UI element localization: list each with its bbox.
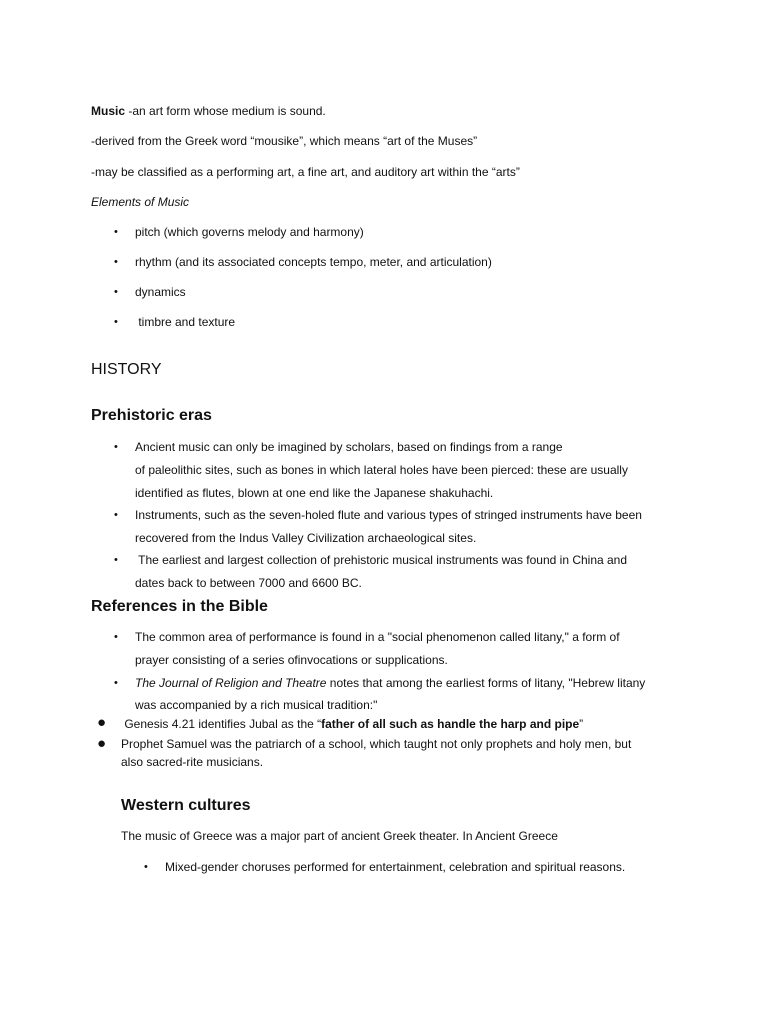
- bullet-icon: •: [144, 861, 148, 873]
- prehistoric-item-2-line-2: recovered from the Indus Valley Civilization archaeological sites.: [135, 531, 477, 545]
- music-definition-text: -an art form whose medium is sound.: [125, 104, 326, 118]
- bullet-icon: •: [114, 677, 118, 689]
- bullet-icon: •: [114, 226, 118, 238]
- prehistoric-item-3-line-2: dates back to between 7000 and 6600 BC.: [135, 576, 362, 590]
- samuel-line-2: also sacred-rite musicians.: [121, 755, 264, 769]
- western-heading: Western cultures: [121, 797, 251, 814]
- western-intro: The music of Greece was a major part of ancient Greek theater. In Ancient Greece: [121, 829, 558, 843]
- bullet-icon: ●: [97, 735, 107, 752]
- genesis-suffix: ”: [579, 717, 584, 731]
- bible-item-2-line-1: [135, 675, 645, 691]
- prehistoric-heading: Prehistoric eras: [91, 407, 212, 424]
- elements-title-text: Elements of Music: [91, 195, 190, 209]
- bible-item-1-line-1: The common area of performance is found in a "social phenomenon called litany," a form of: [135, 630, 620, 644]
- history-heading: HISTORY: [91, 361, 162, 378]
- elements-title: [91, 194, 189, 210]
- genesis-bold: father of all such as handle the harp and pipe: [321, 717, 580, 731]
- prehistoric-item-1-line-2: of paleolithic sites, such as bones in which lateral holes have been pierced: these are usually: [135, 463, 628, 477]
- genesis-line: [121, 716, 583, 732]
- prehistoric-item-1-line-3: identified as flutes, blown at one end like the Japanese shakuhachi.: [135, 486, 494, 500]
- bullet-icon: •: [114, 256, 118, 268]
- bible-item-1-line-2: prayer consisting of a series ofinvocations or supplications.: [135, 653, 448, 667]
- bible-item-2-line-2: was accompanied by a rich musical tradition:": [135, 698, 378, 712]
- prehistoric-item-1-line-1: Ancient music can only be imagined by scholars, based on findings from a range: [135, 440, 563, 454]
- bullet-icon: •: [114, 316, 118, 328]
- western-item-1: Mixed-gender choruses performed for entertainment, celebration and spiritual reasons.: [165, 860, 626, 874]
- bullet-icon: •: [114, 441, 118, 453]
- derived-line: -derived from the Greek word “mousike”, which means “art of the Muses”: [91, 134, 478, 148]
- music-definition: [91, 103, 326, 119]
- bullet-icon: •: [114, 509, 118, 521]
- bullet-icon: ●: [97, 714, 107, 731]
- journal-title: The Journal of Religion and Theatre: [135, 676, 327, 690]
- element-item-timbre: timbre and texture: [135, 315, 236, 329]
- bullet-icon: •: [114, 286, 118, 298]
- prehistoric-item-2-line-1: Instruments, such as the seven-holed flute and various types of stringed instruments have been: [135, 508, 642, 522]
- genesis-prefix: Genesis 4.21 identifies Jubal as the “: [121, 717, 322, 731]
- element-item-pitch: pitch (which governs melody and harmony): [135, 225, 364, 239]
- bible-item-2-rest: notes that among the earliest forms of litany, "Hebrew litany: [326, 676, 646, 690]
- bible-heading: References in the Bible: [91, 598, 268, 615]
- bullet-icon: •: [114, 554, 118, 566]
- classified-line: -may be classified as a performing art, a fine art, and auditory art within the “arts”: [91, 165, 520, 179]
- element-item-rhythm: rhythm (and its associated concepts tempo, meter, and articulation): [135, 255, 492, 269]
- samuel-line-1: Prophet Samuel was the patriarch of a school, which taught not only prophets and holy men, but: [121, 737, 632, 751]
- music-term: Music: [91, 104, 126, 118]
- bullet-icon: •: [114, 631, 118, 643]
- prehistoric-item-3-line-1: The earliest and largest collection of prehistoric musical instruments was found in China and: [135, 553, 628, 567]
- element-item-dynamics: dynamics: [135, 285, 186, 299]
